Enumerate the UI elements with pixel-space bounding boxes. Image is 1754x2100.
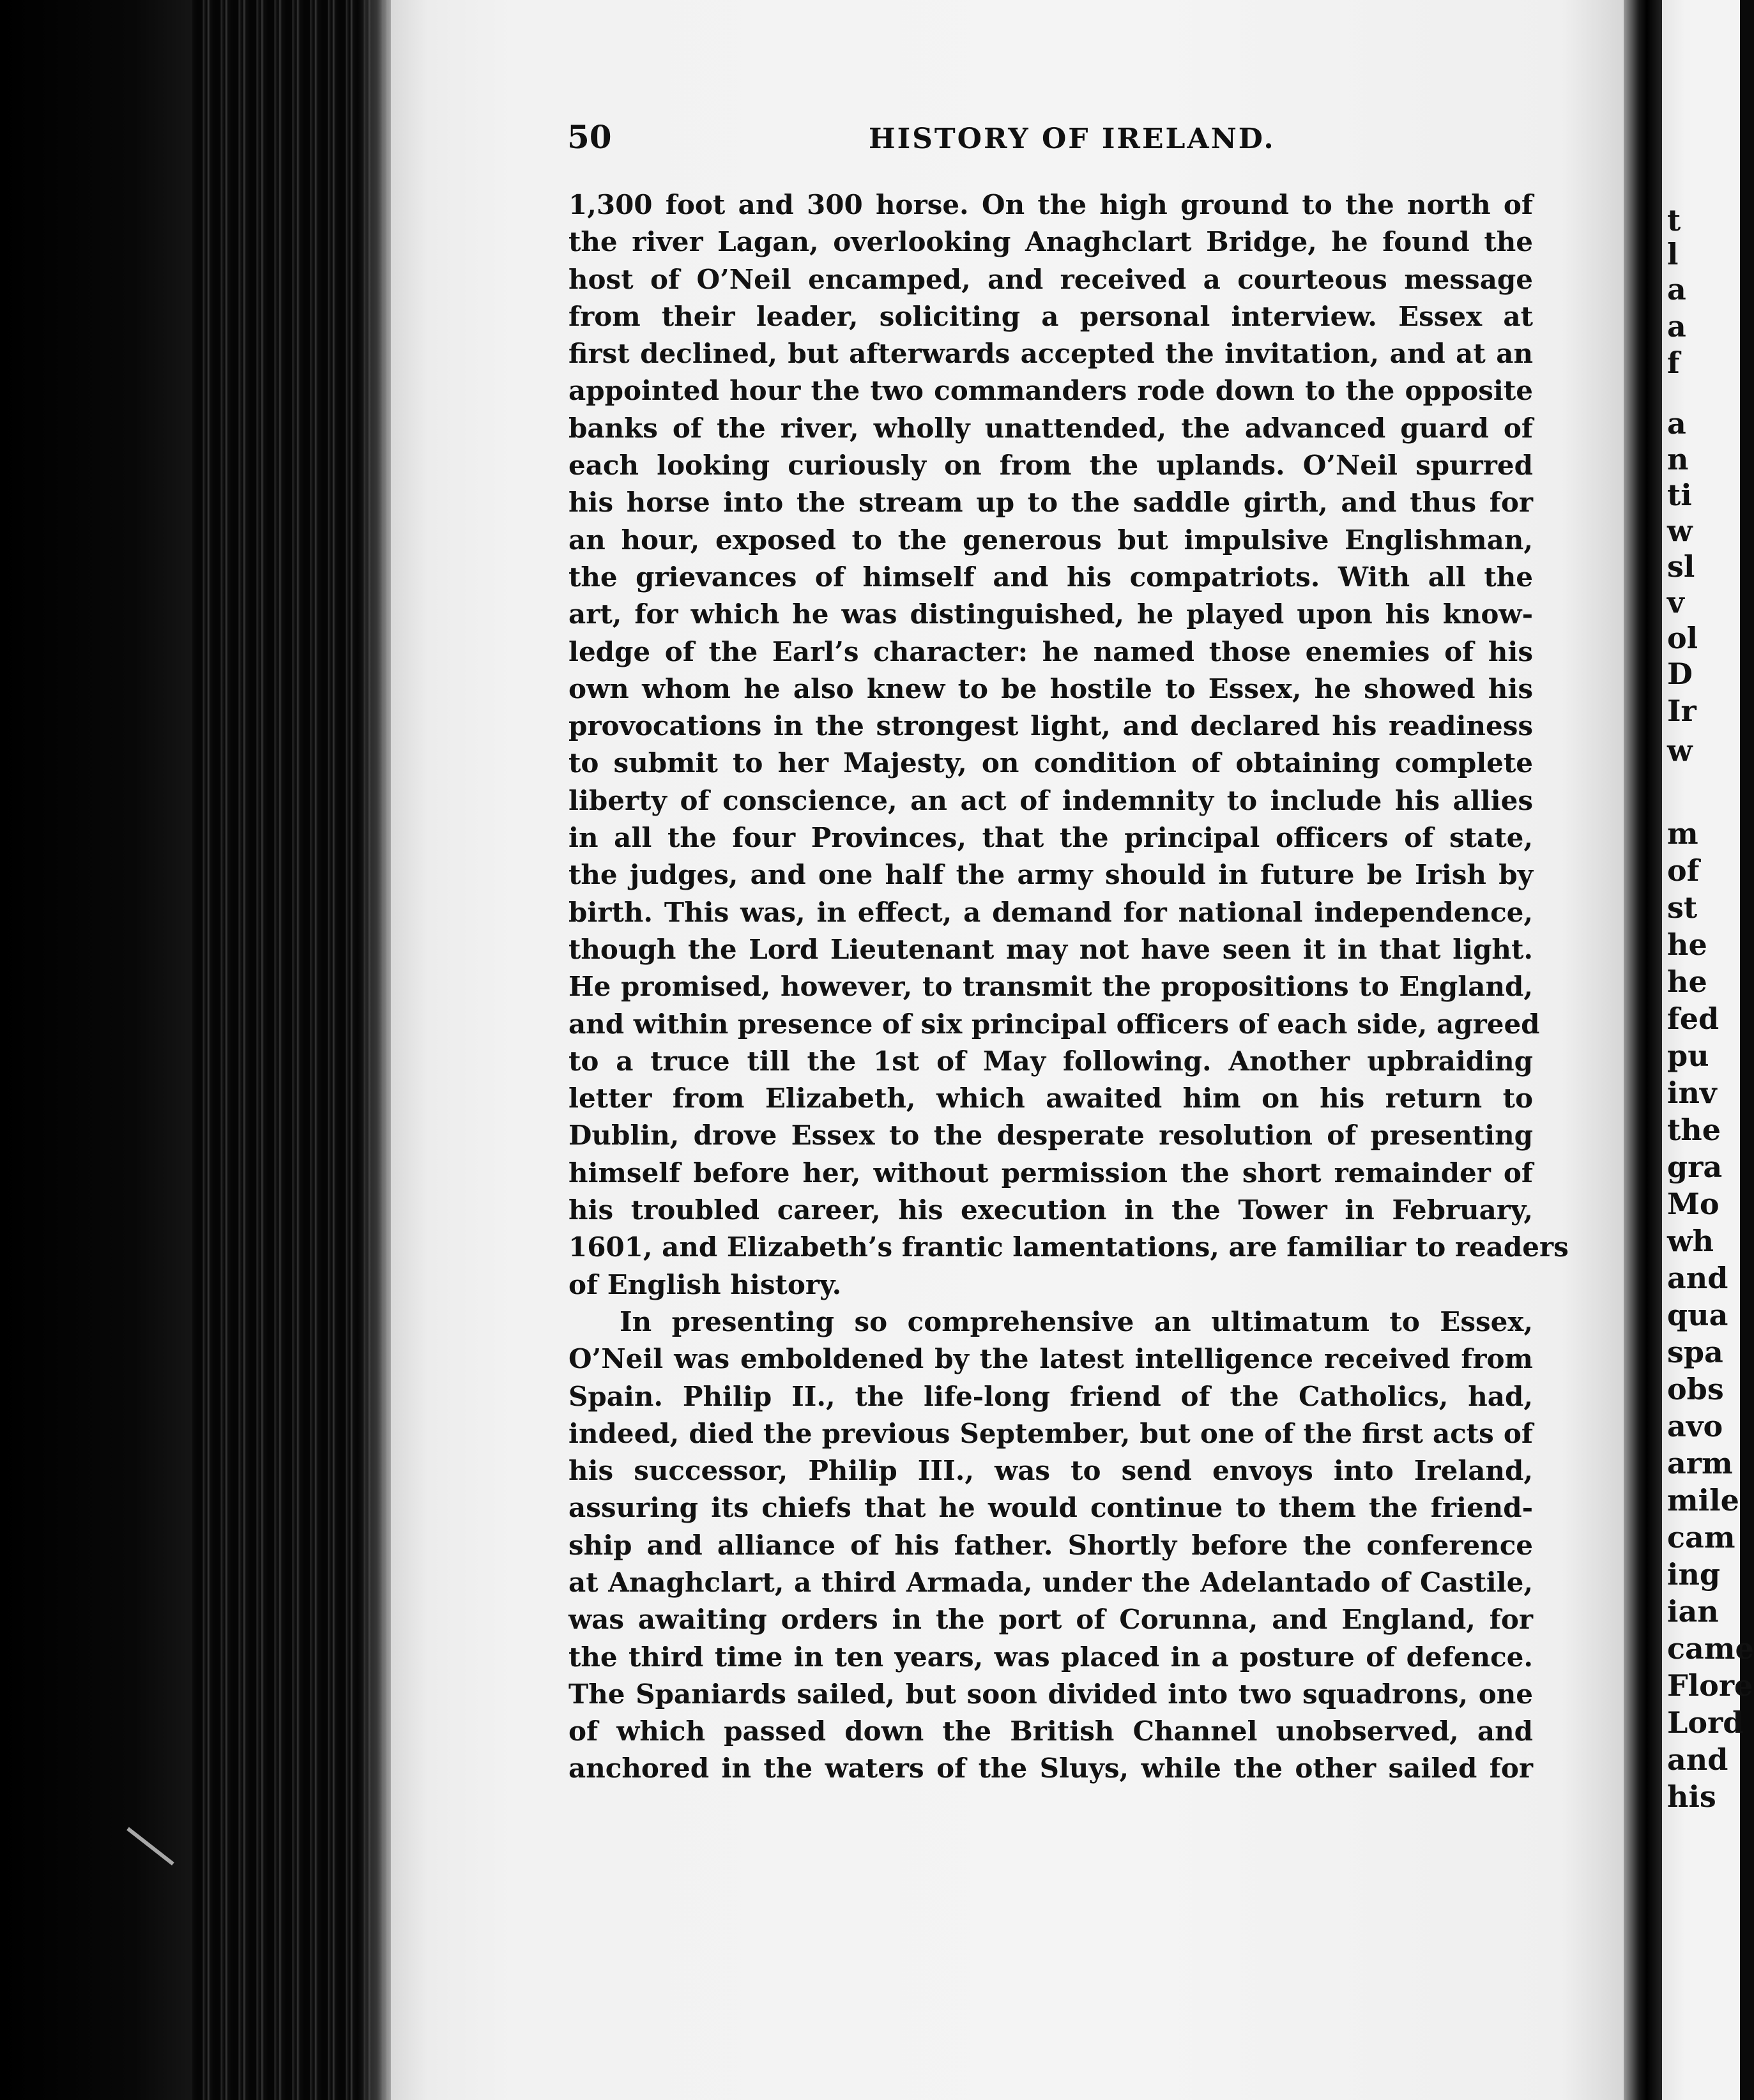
text-line: and within presence of six principal officers of each side, agreed xyxy=(568,1008,1540,1040)
text-line: 1601, and Elizabeth’s frantic lamentations, are familiar to readers xyxy=(568,1231,1569,1263)
adjacent-line-fragment: ol xyxy=(1667,621,1698,655)
adjacent-line-fragment: t xyxy=(1667,203,1681,238)
running-head: HISTORY OF IRELAND. xyxy=(869,123,1276,155)
binding-shadow xyxy=(0,0,192,2100)
text-line: from their leader, soliciting a personal interview. Essex at xyxy=(568,300,1533,332)
adjacent-line-fragment: qua xyxy=(1667,1298,1728,1332)
text-line: art, for which he was distinguished, he played upon his know- xyxy=(568,598,1533,630)
text-line: own whom he also knew to be hostile to Essex, he showed his xyxy=(568,673,1533,704)
text-line: the grievances of himself and his compatriots. With all the xyxy=(568,561,1533,593)
adjacent-line-fragment: ian xyxy=(1667,1594,1719,1629)
adjacent-line-fragment: arm xyxy=(1667,1446,1733,1480)
text-line: each looking curiously on from the uplands. O’Neil spurred xyxy=(568,450,1533,482)
text-line: letter from Elizabeth, which awaited him on his return to xyxy=(568,1083,1533,1115)
adjacent-line-fragment: w xyxy=(1667,733,1693,768)
paragraph-2 xyxy=(568,1304,1533,1788)
text-line: host of O’Neil encamped, and received a courteous message xyxy=(568,263,1533,295)
adjacent-line-fragment: the xyxy=(1667,1113,1721,1147)
body-text xyxy=(568,186,1569,1788)
text-line: appointed hour the two commanders rode down to the opposite xyxy=(568,375,1533,407)
text-line: first declined, but afterwards accepted the invitation, and at an xyxy=(568,338,1533,370)
text-line: ship and alliance of his father. Shortly before the conference xyxy=(568,1529,1533,1561)
adjacent-line-fragment: his xyxy=(1667,1779,1716,1814)
adjacent-line-fragment: a xyxy=(1667,272,1686,307)
text-line: his successor, Philip III., was to send envoys into Ireland, xyxy=(568,1455,1533,1487)
text-line: was awaiting orders in the port of Corunna, and England, for xyxy=(568,1604,1533,1636)
text-line: himself before her, without permission the short remainder of xyxy=(568,1157,1533,1189)
adjacent-line-fragment: gra xyxy=(1667,1150,1723,1184)
text-line: anchored in the waters of the Sluys, while the other sailed for xyxy=(568,1753,1533,1784)
adjacent-line-fragment: spa xyxy=(1667,1335,1723,1369)
adjacent-line-fragment: Flore xyxy=(1667,1668,1753,1703)
text-line: banks of the river, wholly unattended, the advanced guard of xyxy=(568,412,1533,444)
adjacent-page xyxy=(1662,0,1754,2100)
adjacent-line-fragment: fed xyxy=(1667,1001,1720,1036)
text-line: an hour, exposed to the generous but impulsive Englishman, xyxy=(568,524,1533,556)
adjacent-line-fragment: ing xyxy=(1667,1557,1721,1592)
adjacent-line-fragment: inv xyxy=(1667,1076,1717,1110)
text-line: his troubled career, his execution in the Tower in February, xyxy=(568,1194,1533,1226)
adjacent-line-fragment: v xyxy=(1667,585,1684,620)
text-line: of English history. xyxy=(568,1268,842,1300)
page-number: 50 xyxy=(567,118,612,156)
adjacent-line-fragment: and xyxy=(1667,1261,1728,1295)
page-edge xyxy=(358,0,396,2100)
text-line: In presenting so comprehensive an ultimatum to Essex, xyxy=(620,1305,1533,1337)
text-line: the judges, and one half the army should in future be Irish by xyxy=(568,859,1533,891)
text-line: birth. This was, in effect, a demand for national independence, xyxy=(568,896,1533,928)
text-line: the river Lagan, overlooking Anaghclart Bridge, he found the xyxy=(568,226,1533,258)
adjacent-line-fragment: and xyxy=(1667,1742,1728,1777)
text-line: to submit to her Majesty, on condition of obtaining complete xyxy=(568,747,1533,779)
adjacent-line-fragment: cam xyxy=(1667,1520,1735,1555)
text-line: assuring its chiefs that he would continue to them the friend- xyxy=(568,1492,1533,1524)
text-line: though the Lord Lieutenant may not have seen it in that light. xyxy=(568,933,1533,965)
text-line: 1,300 foot and 300 horse. On the high ground to the north of xyxy=(568,189,1533,220)
adjacent-line-fragment: avo xyxy=(1667,1409,1723,1443)
text-line: The Spaniards sailed, but soon divided into two squadrons, one xyxy=(568,1678,1533,1710)
text-line: Spain. Philip II., the life-long friend of the Catholics, had, xyxy=(568,1380,1533,1412)
adjacent-line-fragment: pu xyxy=(1667,1039,1709,1073)
adjacent-line-fragment: n xyxy=(1667,442,1689,476)
text-line: ledge of the Earl’s character: he named those enemies of his xyxy=(568,635,1533,667)
adjacent-line-fragment: he xyxy=(1667,927,1707,962)
text-line: indeed, died the previous September, but one of the first acts of xyxy=(568,1417,1533,1449)
text-line: O’Neil was emboldened by the latest intelligence received from xyxy=(568,1343,1533,1375)
adjacent-line-fragment: Ir xyxy=(1667,694,1697,728)
adjacent-line-fragment: sl xyxy=(1667,549,1695,584)
adjacent-line-fragment: obs xyxy=(1667,1372,1724,1406)
adjacent-line-fragment: came xyxy=(1667,1631,1754,1666)
adjacent-line-fragment: of xyxy=(1667,853,1700,888)
adjacent-line-fragment: D xyxy=(1667,657,1693,691)
text-line: the third time in ten years, was placed in a posture of defence. xyxy=(568,1641,1533,1673)
text-line: Dublin, drove Essex to the desperate resolution of presenting xyxy=(568,1120,1533,1152)
adjacent-line-fragment: a xyxy=(1667,309,1686,344)
adjacent-line-fragment: Mo xyxy=(1667,1187,1720,1221)
text-line: provocations in the strongest light, and declared his readiness xyxy=(568,710,1533,742)
text-line: liberty of conscience, an act of indemnity to include his allies xyxy=(568,784,1533,816)
text-line: at Anaghclart, a third Armada, under the Adelantado of Castile, xyxy=(568,1566,1533,1598)
adjacent-line-fragment: a xyxy=(1667,406,1686,441)
adjacent-line-fragment: wh xyxy=(1667,1224,1714,1258)
adjacent-line-fragment: f xyxy=(1667,346,1680,380)
text-line: in all the four Provinces, that the principal officers of state, xyxy=(568,822,1533,854)
adjacent-line-fragment: he xyxy=(1667,964,1707,999)
text-line: of which passed down the British Channel unobserved, and xyxy=(568,1716,1533,1747)
paragraph-1 xyxy=(568,186,1569,1304)
adjacent-line-fragment: st xyxy=(1667,890,1698,925)
text-line: He promised, however, to transmit the propositions to England, xyxy=(568,971,1533,1003)
adjacent-line-fragment: Lord xyxy=(1667,1705,1744,1740)
adjacent-line-fragment: ti xyxy=(1667,478,1692,512)
text-line: to a truce till the 1st of May following. Another upbraiding xyxy=(568,1045,1533,1077)
text-line: his horse into the stream up to the saddle girth, and thus for xyxy=(568,487,1533,519)
page-gutter xyxy=(1624,0,1662,2100)
adjacent-line-fragment: l xyxy=(1667,237,1679,271)
adjacent-line-fragment: m xyxy=(1667,816,1698,851)
adjacent-line-fragment: w xyxy=(1667,514,1693,548)
adjacent-line-fragment: mile xyxy=(1667,1483,1739,1518)
